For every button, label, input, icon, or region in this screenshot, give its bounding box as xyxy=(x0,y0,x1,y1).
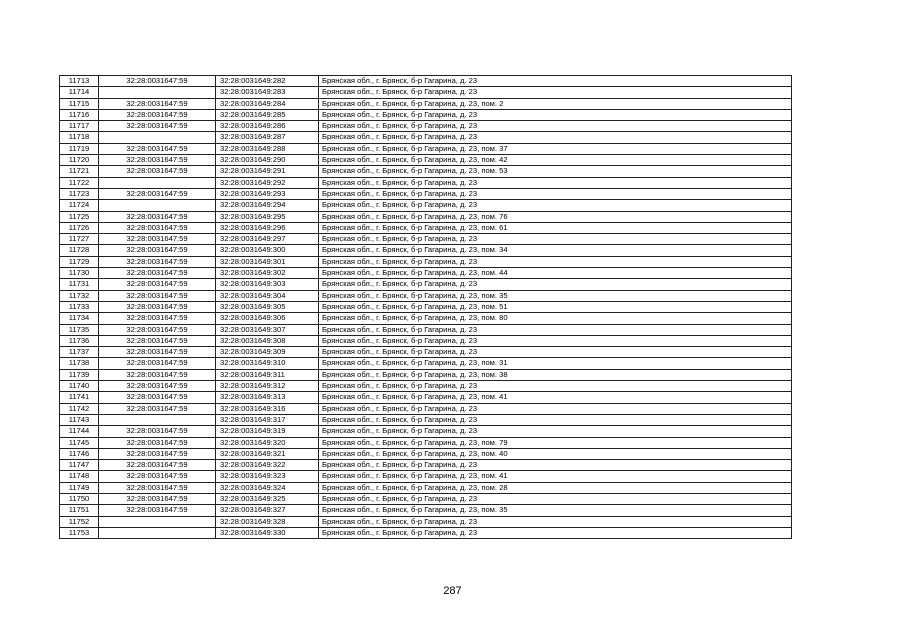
parent-cadastral-cell: 32:28:0031647:59 xyxy=(99,166,216,177)
address-cell: Брянская обл., г. Брянск, б-р Гагарина, д. 23 xyxy=(319,403,792,414)
cadastral-number-cell: 32:28:0031649:305 xyxy=(216,301,319,312)
row-number-cell: 11731 xyxy=(60,279,99,290)
address-cell: Брянская обл., г. Брянск, б-р Гагарина, д. 23 xyxy=(319,234,792,245)
cadastral-number-cell: 32:28:0031649:287 xyxy=(216,132,319,143)
parent-cadastral-cell: 32:28:0031647:59 xyxy=(99,347,216,358)
parent-cadastral-cell xyxy=(99,516,216,527)
address-cell: Брянская обл., г. Брянск, б-р Гагарина, д. 23, пом. 41 xyxy=(319,392,792,403)
cadastral-number-cell: 32:28:0031649:320 xyxy=(216,437,319,448)
address-cell: Брянская обл., г. Брянск, б-р Гагарина, д. 23 xyxy=(319,256,792,267)
table-row xyxy=(60,188,792,199)
registry-table xyxy=(59,75,792,539)
parent-cadastral-cell: 32:28:0031647:59 xyxy=(99,245,216,256)
parent-cadastral-cell: 32:28:0031647:59 xyxy=(99,109,216,120)
row-number-cell: 11742 xyxy=(60,403,99,414)
parent-cadastral-cell: 32:28:0031647:59 xyxy=(99,358,216,369)
row-number-cell: 11746 xyxy=(60,448,99,459)
row-number-cell: 11738 xyxy=(60,358,99,369)
cadastral-number-cell: 32:28:0031649:330 xyxy=(216,527,319,538)
parent-cadastral-cell: 32:28:0031647:59 xyxy=(99,211,216,222)
table-row xyxy=(60,369,792,380)
row-number-cell: 11751 xyxy=(60,505,99,516)
parent-cadastral-cell: 32:28:0031647:59 xyxy=(99,335,216,346)
parent-cadastral-cell xyxy=(99,527,216,538)
row-number-cell: 11740 xyxy=(60,381,99,392)
parent-cadastral-cell xyxy=(99,132,216,143)
row-number-cell: 11745 xyxy=(60,437,99,448)
cadastral-number-cell: 32:28:0031649:286 xyxy=(216,121,319,132)
parent-cadastral-cell: 32:28:0031647:59 xyxy=(99,324,216,335)
address-cell: Брянская обл., г. Брянск, б-р Гагарина, д. 23 xyxy=(319,347,792,358)
parent-cadastral-cell: 32:28:0031647:59 xyxy=(99,121,216,132)
table-row xyxy=(60,143,792,154)
parent-cadastral-cell: 32:28:0031647:59 xyxy=(99,493,216,504)
row-number-cell: 11736 xyxy=(60,335,99,346)
row-number-cell: 11748 xyxy=(60,471,99,482)
table-row xyxy=(60,256,792,267)
address-cell: Брянская обл., г. Брянск, б-р Гагарина, д. 23, пом. 2 xyxy=(319,98,792,109)
row-number-cell: 11753 xyxy=(60,527,99,538)
table-row xyxy=(60,392,792,403)
table-row xyxy=(60,448,792,459)
row-number-cell: 11727 xyxy=(60,234,99,245)
table-row xyxy=(60,301,792,312)
row-number-cell: 11719 xyxy=(60,143,99,154)
row-number-cell: 11737 xyxy=(60,347,99,358)
table-row xyxy=(60,200,792,211)
address-cell: Брянская обл., г. Брянск, б-р Гагарина, д. 23 xyxy=(319,460,792,471)
parent-cadastral-cell: 32:28:0031647:59 xyxy=(99,313,216,324)
row-number-cell: 11728 xyxy=(60,245,99,256)
row-number-cell: 11741 xyxy=(60,392,99,403)
row-number-cell: 11718 xyxy=(60,132,99,143)
cadastral-number-cell: 32:28:0031649:294 xyxy=(216,200,319,211)
address-cell: Брянская обл., г. Брянск, б-р Гагарина, д. 23 xyxy=(319,279,792,290)
address-cell: Брянская обл., г. Брянск, б-р Гагарина, д. 23, пом. 38 xyxy=(319,369,792,380)
address-cell: Брянская обл., г. Брянск, б-р Гагарина, д. 23, пом. 31 xyxy=(319,358,792,369)
table-row xyxy=(60,76,792,87)
address-cell: Брянская обл., г. Брянск, б-р Гагарина, д. 23, пом. 40 xyxy=(319,448,792,459)
cadastral-number-cell: 32:28:0031649:301 xyxy=(216,256,319,267)
address-cell: Брянская обл., г. Брянск, б-р Гагарина, д. 23, пом. 51 xyxy=(319,301,792,312)
row-number-cell: 11730 xyxy=(60,268,99,279)
row-number-cell: 11726 xyxy=(60,222,99,233)
table-row xyxy=(60,290,792,301)
parent-cadastral-cell: 32:28:0031647:59 xyxy=(99,222,216,233)
row-number-cell: 11713 xyxy=(60,76,99,87)
row-number-cell: 11720 xyxy=(60,155,99,166)
row-number-cell: 11724 xyxy=(60,200,99,211)
parent-cadastral-cell: 32:28:0031647:59 xyxy=(99,381,216,392)
cadastral-number-cell: 32:28:0031649:283 xyxy=(216,87,319,98)
cadastral-number-cell: 32:28:0031649:323 xyxy=(216,471,319,482)
address-cell: Брянская обл., г. Брянск, б-р Гагарина, д. 23, пом. 53 xyxy=(319,166,792,177)
parent-cadastral-cell: 32:28:0031647:59 xyxy=(99,392,216,403)
address-cell: Брянская обл., г. Брянск, б-р Гагарина, д. 23 xyxy=(319,493,792,504)
address-cell: Брянская обл., г. Брянск, б-р Гагарина, д. 23, пом. 42 xyxy=(319,155,792,166)
address-cell: Брянская обл., г. Брянск, б-р Гагарина, д. 23 xyxy=(319,132,792,143)
cadastral-number-cell: 32:28:0031649:327 xyxy=(216,505,319,516)
table-row xyxy=(60,426,792,437)
table-row xyxy=(60,335,792,346)
cadastral-number-cell: 32:28:0031649:328 xyxy=(216,516,319,527)
parent-cadastral-cell: 32:28:0031647:59 xyxy=(99,98,216,109)
table-row xyxy=(60,211,792,222)
address-cell: Брянская обл., г. Брянск, б-р Гагарина, д. 23, пом. 28 xyxy=(319,482,792,493)
table-row xyxy=(60,245,792,256)
parent-cadastral-cell: 32:28:0031647:59 xyxy=(99,448,216,459)
address-cell: Брянская обл., г. Брянск, б-р Гагарина, д. 23 xyxy=(319,76,792,87)
parent-cadastral-cell: 32:28:0031647:59 xyxy=(99,369,216,380)
cadastral-number-cell: 32:28:0031649:304 xyxy=(216,290,319,301)
row-number-cell: 11715 xyxy=(60,98,99,109)
table-row xyxy=(60,268,792,279)
table-row xyxy=(60,279,792,290)
address-cell: Брянская обл., г. Брянск, б-р Гагарина, д. 23, пом. 34 xyxy=(319,245,792,256)
row-number-cell: 11722 xyxy=(60,177,99,188)
parent-cadastral-cell: 32:28:0031647:59 xyxy=(99,403,216,414)
cadastral-number-cell: 32:28:0031649:308 xyxy=(216,335,319,346)
row-number-cell: 11716 xyxy=(60,109,99,120)
row-number-cell: 11729 xyxy=(60,256,99,267)
parent-cadastral-cell: 32:28:0031647:59 xyxy=(99,256,216,267)
cadastral-number-cell: 32:28:0031649:296 xyxy=(216,222,319,233)
parent-cadastral-cell: 32:28:0031647:59 xyxy=(99,155,216,166)
table-row xyxy=(60,403,792,414)
parent-cadastral-cell: 32:28:0031647:59 xyxy=(99,426,216,437)
row-number-cell: 11744 xyxy=(60,426,99,437)
row-number-cell: 11725 xyxy=(60,211,99,222)
table-row xyxy=(60,358,792,369)
cadastral-number-cell: 32:28:0031649:309 xyxy=(216,347,319,358)
parent-cadastral-cell: 32:28:0031647:59 xyxy=(99,76,216,87)
table-row xyxy=(60,482,792,493)
table-row xyxy=(60,324,792,335)
row-number-cell: 11721 xyxy=(60,166,99,177)
cadastral-number-cell: 32:28:0031649:302 xyxy=(216,268,319,279)
address-cell: Брянская обл., г. Брянск, б-р Гагарина, д. 23, пом. 79 xyxy=(319,437,792,448)
parent-cadastral-cell xyxy=(99,200,216,211)
cadastral-number-cell: 32:28:0031649:307 xyxy=(216,324,319,335)
parent-cadastral-cell xyxy=(99,414,216,425)
row-number-cell: 11747 xyxy=(60,460,99,471)
cadastral-number-cell: 32:28:0031649:285 xyxy=(216,109,319,120)
parent-cadastral-cell xyxy=(99,177,216,188)
address-cell: Брянская обл., г. Брянск, б-р Гагарина, д. 23, пом. 80 xyxy=(319,313,792,324)
cadastral-number-cell: 32:28:0031649:316 xyxy=(216,403,319,414)
parent-cadastral-cell: 32:28:0031647:59 xyxy=(99,437,216,448)
cadastral-number-cell: 32:28:0031649:310 xyxy=(216,358,319,369)
address-cell: Брянская обл., г. Брянск, б-р Гагарина, д. 23, пом. 61 xyxy=(319,222,792,233)
address-cell: Брянская обл., г. Брянск, б-р Гагарина, д. 23 xyxy=(319,324,792,335)
row-number-cell: 11723 xyxy=(60,188,99,199)
address-cell: Брянская обл., г. Брянск, б-р Гагарина, д. 23, пом. 76 xyxy=(319,211,792,222)
cadastral-number-cell: 32:28:0031649:317 xyxy=(216,414,319,425)
table-row xyxy=(60,505,792,516)
address-cell: Брянская обл., г. Брянск, б-р Гагарина, д. 23 xyxy=(319,200,792,211)
parent-cadastral-cell: 32:28:0031647:59 xyxy=(99,301,216,312)
cadastral-number-cell: 32:28:0031649:311 xyxy=(216,369,319,380)
parent-cadastral-cell: 32:28:0031647:59 xyxy=(99,482,216,493)
table-row xyxy=(60,313,792,324)
parent-cadastral-cell: 32:28:0031647:59 xyxy=(99,505,216,516)
address-cell: Брянская обл., г. Брянск, б-р Гагарина, д. 23 xyxy=(319,426,792,437)
cadastral-number-cell: 32:28:0031649:319 xyxy=(216,426,319,437)
table-row xyxy=(60,527,792,538)
table-row xyxy=(60,166,792,177)
table-row xyxy=(60,234,792,245)
table-row xyxy=(60,222,792,233)
cadastral-number-cell: 32:28:0031649:292 xyxy=(216,177,319,188)
address-cell: Брянская обл., г. Брянск, б-р Гагарина, д. 23 xyxy=(319,87,792,98)
address-cell: Брянская обл., г. Брянск, б-р Гагарина, д. 23, пом. 37 xyxy=(319,143,792,154)
cadastral-number-cell: 32:28:0031649:293 xyxy=(216,188,319,199)
row-number-cell: 11749 xyxy=(60,482,99,493)
address-cell: Брянская обл., г. Брянск, б-р Гагарина, д. 23 xyxy=(319,335,792,346)
cadastral-number-cell: 32:28:0031649:321 xyxy=(216,448,319,459)
cadastral-number-cell: 32:28:0031649:303 xyxy=(216,279,319,290)
cadastral-number-cell: 32:28:0031649:306 xyxy=(216,313,319,324)
address-cell: Брянская обл., г. Брянск, б-р Гагарина, д. 23, пом. 35 xyxy=(319,290,792,301)
table-row xyxy=(60,347,792,358)
table-row xyxy=(60,471,792,482)
address-cell: Брянская обл., г. Брянск, б-р Гагарина, д. 23 xyxy=(319,414,792,425)
cadastral-number-cell: 32:28:0031649:288 xyxy=(216,143,319,154)
row-number-cell: 11752 xyxy=(60,516,99,527)
row-number-cell: 11733 xyxy=(60,301,99,312)
parent-cadastral-cell: 32:28:0031647:59 xyxy=(99,143,216,154)
address-cell: Брянская обл., г. Брянск, б-р Гагарина, д. 23 xyxy=(319,527,792,538)
cadastral-number-cell: 32:28:0031649:290 xyxy=(216,155,319,166)
cadastral-number-cell: 32:28:0031649:282 xyxy=(216,76,319,87)
row-number-cell: 11714 xyxy=(60,87,99,98)
table-row xyxy=(60,87,792,98)
row-number-cell: 11750 xyxy=(60,493,99,504)
cadastral-number-cell: 32:28:0031649:313 xyxy=(216,392,319,403)
address-cell: Брянская обл., г. Брянск, б-р Гагарина, д. 23, пом. 41 xyxy=(319,471,792,482)
parent-cadastral-cell: 32:28:0031647:59 xyxy=(99,471,216,482)
cadastral-number-cell: 32:28:0031649:300 xyxy=(216,245,319,256)
table-row xyxy=(60,155,792,166)
cadastral-number-cell: 32:28:0031649:295 xyxy=(216,211,319,222)
table-row xyxy=(60,437,792,448)
table-row xyxy=(60,121,792,132)
row-number-cell: 11717 xyxy=(60,121,99,132)
address-cell: Брянская обл., г. Брянск, б-р Гагарина, д. 23, пом. 35 xyxy=(319,505,792,516)
parent-cadastral-cell: 32:28:0031647:59 xyxy=(99,234,216,245)
parent-cadastral-cell: 32:28:0031647:59 xyxy=(99,460,216,471)
table-row xyxy=(60,381,792,392)
row-number-cell: 11734 xyxy=(60,313,99,324)
table-row xyxy=(60,414,792,425)
registry-table-body xyxy=(60,76,792,539)
row-number-cell: 11743 xyxy=(60,414,99,425)
table-row xyxy=(60,109,792,120)
address-cell: Брянская обл., г. Брянск, б-р Гагарина, д. 23 xyxy=(319,109,792,120)
cadastral-number-cell: 32:28:0031649:297 xyxy=(216,234,319,245)
parent-cadastral-cell xyxy=(99,87,216,98)
table-row xyxy=(60,177,792,188)
row-number-cell: 11735 xyxy=(60,324,99,335)
page-number: 287 xyxy=(443,585,462,597)
address-cell: Брянская обл., г. Брянск, б-р Гагарина, д. 23, пом. 44 xyxy=(319,268,792,279)
cadastral-number-cell: 32:28:0031649:291 xyxy=(216,166,319,177)
cadastral-number-cell: 32:28:0031649:284 xyxy=(216,98,319,109)
parent-cadastral-cell: 32:28:0031647:59 xyxy=(99,279,216,290)
address-cell: Брянская обл., г. Брянск, б-р Гагарина, д. 23 xyxy=(319,516,792,527)
row-number-cell: 11739 xyxy=(60,369,99,380)
parent-cadastral-cell: 32:28:0031647:59 xyxy=(99,290,216,301)
table-row xyxy=(60,98,792,109)
cadastral-number-cell: 32:28:0031649:322 xyxy=(216,460,319,471)
cadastral-number-cell: 32:28:0031649:325 xyxy=(216,493,319,504)
address-cell: Брянская обл., г. Брянск, б-р Гагарина, д. 23 xyxy=(319,177,792,188)
table-row xyxy=(60,460,792,471)
address-cell: Брянская обл., г. Брянск, б-р Гагарина, д. 23 xyxy=(319,381,792,392)
parent-cadastral-cell: 32:28:0031647:59 xyxy=(99,268,216,279)
parent-cadastral-cell: 32:28:0031647:59 xyxy=(99,188,216,199)
table-row xyxy=(60,132,792,143)
row-number-cell: 11732 xyxy=(60,290,99,301)
cadastral-number-cell: 32:28:0031649:324 xyxy=(216,482,319,493)
address-cell: Брянская обл., г. Брянск, б-р Гагарина, д. 23 xyxy=(319,121,792,132)
table-row xyxy=(60,516,792,527)
table-row xyxy=(60,493,792,504)
cadastral-number-cell: 32:28:0031649:312 xyxy=(216,381,319,392)
address-cell: Брянская обл., г. Брянск, б-р Гагарина, д. 23 xyxy=(319,188,792,199)
